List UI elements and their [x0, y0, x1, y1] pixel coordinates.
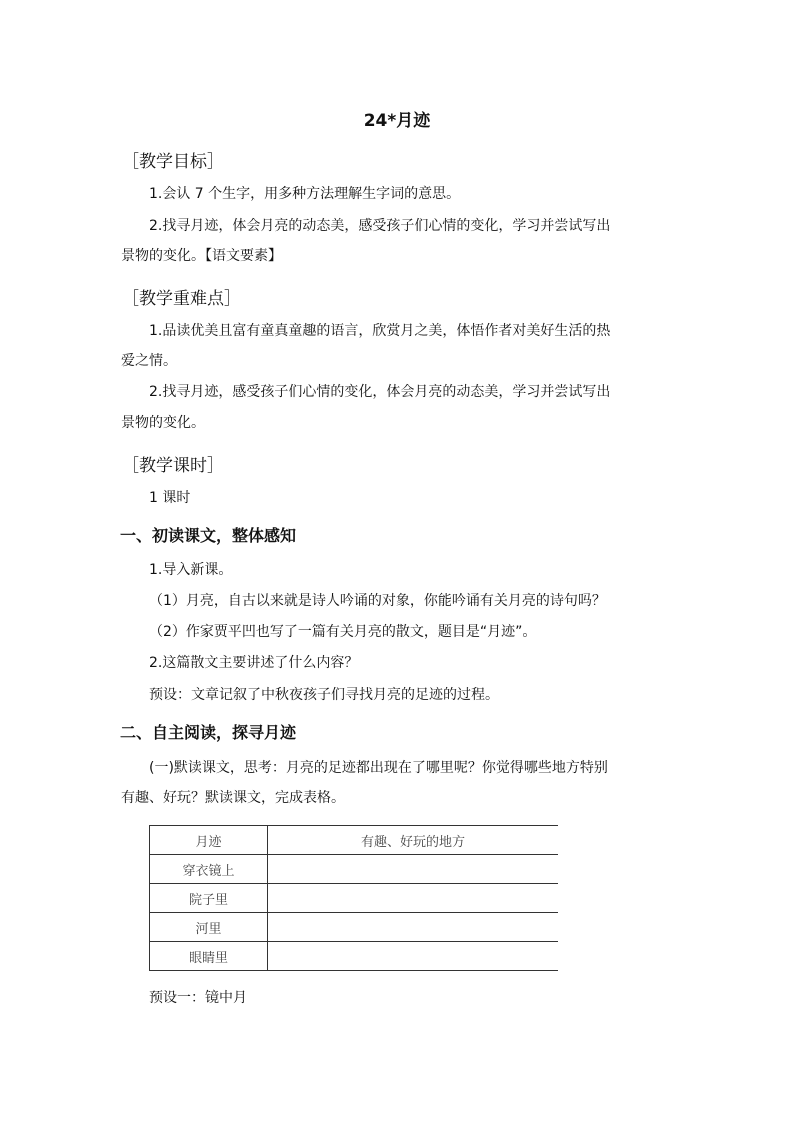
table-cell-place: 河里: [150, 913, 268, 942]
keypoint-1-line-1: 1.品读优美且富有童真童趣的语言，欣赏月之美，体悟作者对美好生活的热: [149, 323, 611, 339]
table-header-cell: 有趣、好玩的地方: [268, 826, 559, 855]
goal-1: 1.会认 7 个生字，用多种方法理解生字词的意思。: [149, 186, 461, 202]
table-header-row: [150, 826, 559, 855]
table-row: [150, 942, 559, 971]
part-2-line-1: (一)默读课文，思考：月亮的足迹都出现在了哪里呢？你觉得哪些地方特别: [149, 760, 608, 776]
keypoint-2-line-1: 2.找寻月迹，感受孩子们心情的变化，体会月亮的动态美，学习并尝试写出: [149, 384, 611, 400]
keypoint-1-line-2: 爱之情。: [121, 353, 177, 369]
part-1-line-5: 预设：文章记叙了中秋夜孩子们寻找月亮的足迹的过程。: [149, 687, 499, 703]
part-1-line-1: 1.导入新课。: [149, 562, 233, 578]
section-heading-keypoints: ［教学重难点］: [122, 289, 241, 309]
part-2-line-2: 有趣、好玩？默读课文，完成表格。: [121, 790, 345, 806]
moon-trace-table: [149, 825, 558, 971]
hours-value: 1 课时: [149, 490, 191, 506]
part-2-heading: 二、自主阅读，探寻月迹: [120, 723, 297, 742]
section-heading-goals: ［教学目标］: [122, 152, 224, 172]
part-1-heading: 一、初读课文，整体感知: [120, 526, 297, 545]
goal-2-line-1: 2.找寻月迹，体会月亮的动态美，感受孩子们心情的变化，学习并尝试写出: [149, 218, 611, 234]
table-header-cell: 月迹: [150, 826, 268, 855]
table-cell-answer[interactable]: [268, 884, 559, 913]
table-row: [150, 884, 559, 913]
part-1-line-3: （2）作家贾平凹也写了一篇有关月亮的散文，题目是“月迹”。: [149, 624, 537, 640]
table-cell-answer[interactable]: [268, 855, 559, 884]
section-heading-hours: ［教学课时］: [122, 456, 224, 476]
table-cell-place: 院子里: [150, 884, 268, 913]
keypoint-2-line-2: 景物的变化。: [121, 415, 205, 431]
table-row: [150, 855, 559, 884]
part-1-line-2: （1）月亮，自古以来就是诗人吟诵的对象，你能吟诵有关月亮的诗句吗？: [149, 593, 606, 609]
part-2-footer: 预设一：镜中月: [149, 990, 247, 1006]
table-cell-answer[interactable]: [268, 913, 559, 942]
table-cell-answer[interactable]: [268, 942, 559, 971]
table-cell-place: 眼睛里: [150, 942, 268, 971]
goal-2-line-2: 景物的变化。【语文要素】: [121, 248, 282, 264]
table-cell-place: 穿衣镜上: [150, 855, 268, 884]
part-1-line-4: 2.这篇散文主要讲述了什么内容？: [149, 655, 359, 671]
lesson-title: 24*月迹: [363, 111, 431, 131]
table-row: [150, 913, 559, 942]
